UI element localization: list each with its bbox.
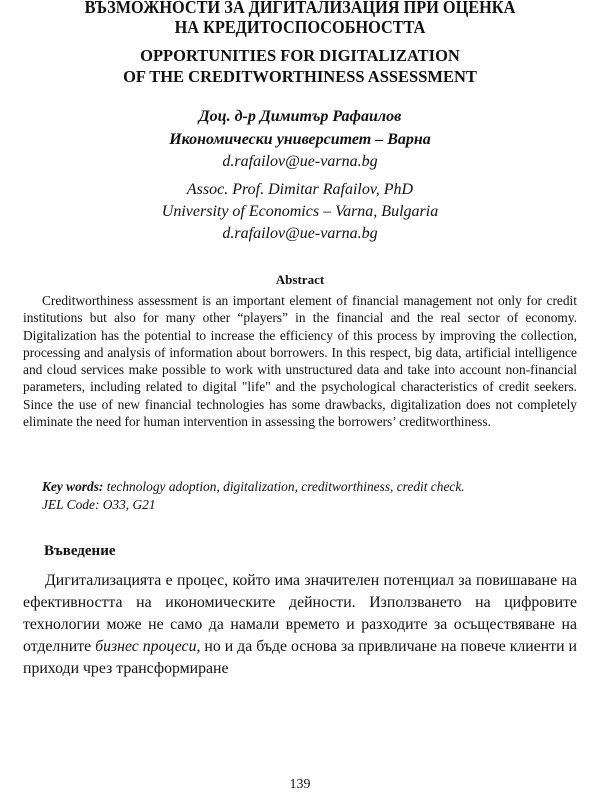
author-name-english: Assoc. Prof. Dimitar Rafailov, PhD <box>186 181 414 198</box>
abstract-body <box>23 292 577 430</box>
author-affiliation-bulgarian: Икономически университет – Варна <box>169 131 431 148</box>
introduction-paragraph <box>23 570 577 680</box>
keywords-label: Key words: <box>42 479 104 494</box>
keywords-line <box>42 478 582 495</box>
author-email-bulgarian: d.rafailov@ue-varna.bg <box>222 153 378 170</box>
abstract-heading: Abstract <box>275 272 325 287</box>
author-name-bulgarian: Доц. д-р Димитър Рафаилов <box>198 108 402 125</box>
introduction-italic-term: бизнес процеси <box>95 638 197 655</box>
introduction-body <box>23 570 577 680</box>
title-bulgarian-line-2: НА КРЕДИТОСПОСОБНОСТТА <box>174 17 426 37</box>
author-affiliation-english: University of Economics – Varna, Bulgaria <box>161 203 439 220</box>
abstract-text: Creditworthiness assessment is an important element of financial management not only for credit institutions but also for many other “players” in the financial and the real sector of economy. Digitalization has the potential to increase the efficiency of this process by improving the collection, processing and analysis of information about borrowers. In this respect, big data, artificial intelligence and cloud services make possible to work with unstructured data and take into account non-financial parameters, including related to digital "life" and the psychological characteristics of credit seekers. Since the use of new financial technologies has some drawbacks, digitalization does not completely eliminate the need for human intervention in assessing the borrowers’ creditworthiness. <box>23 293 577 430</box>
title-bulgarian-line-1: ВЪЗМОЖНОСТИ ЗА ДИГИТАЛИЗАЦИЯ ПРИ ОЦЕНКА <box>84 0 516 17</box>
title-english-line-2: OF THE CREDITWORTHINESS ASSESSMENT <box>123 67 477 86</box>
author-email-english: d.rafailov@ue-varna.bg <box>222 225 378 242</box>
jel-code: JEL Code: O33, G21 <box>42 497 156 512</box>
introduction-heading: Въведение <box>44 543 116 559</box>
title-english-line-1: OPPORTUNITIES FOR DIGITALIZATION <box>140 46 460 65</box>
page-number: 139 <box>289 777 311 792</box>
introduction-text-start: Дигитализацията е процес, който има значителен потенциал за повишаване на ефективността на икономическите дейности. Използването на цифровите технологии може не само да намали времето и разходите за осъществяване на отделните <box>23 572 577 655</box>
introduction-text-end: , но и да бъде основа за привличане на повече клиенти и приходи чрез трансформиране <box>23 638 577 677</box>
keywords-text: technology adoption, digitalization, creditworthiness, credit check. <box>106 479 465 494</box>
